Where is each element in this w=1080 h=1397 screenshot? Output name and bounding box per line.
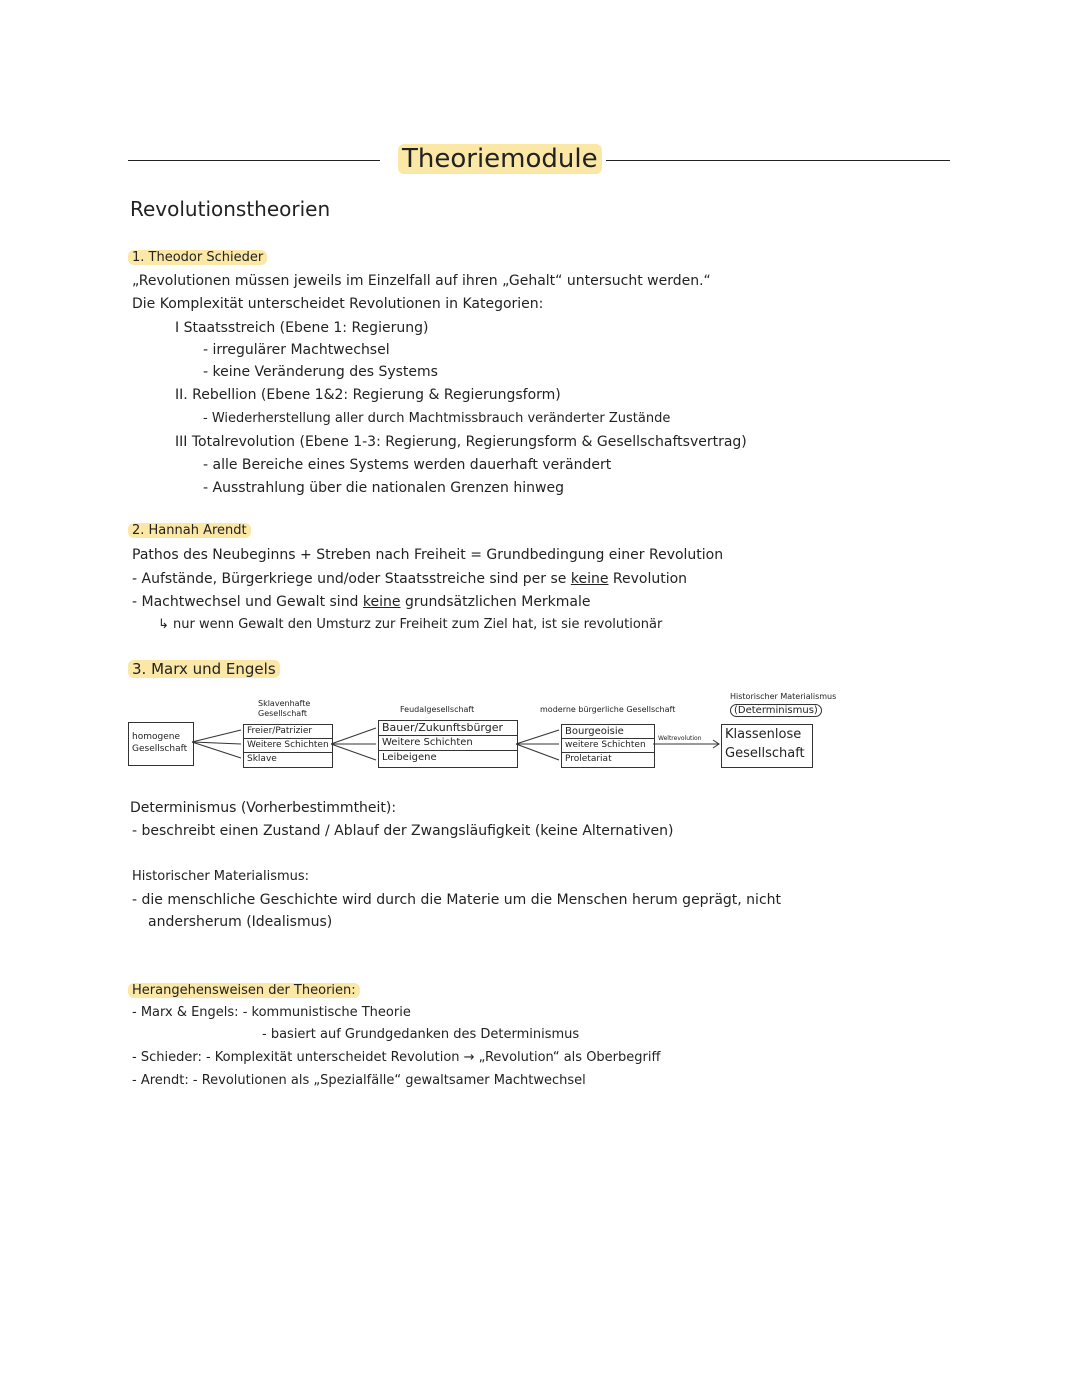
bourgeois-society-box	[561, 724, 655, 768]
materialism-title: Historischer Materialismus:	[132, 869, 310, 884]
homogeneous-society-box	[128, 722, 194, 766]
section-title: Revolutionstheorien	[130, 197, 331, 221]
level-1-point: - keine Veränderung des Systems	[203, 364, 438, 380]
arendt-line-3-start: - Machtwechsel und Gewalt sind	[132, 594, 363, 610]
level-3-title: III Totalrevolution (Ebene 1-3: Regierung, Regierungsform & Gesellschaftsvertrag)	[175, 434, 747, 450]
arendt-line-1: Pathos des Neubeginns + Streben nach Freiheit = Grundbedingung einer Revolution	[132, 547, 724, 563]
approaches-title: Herangehensweisen der Theorien:	[128, 983, 360, 998]
feudal-society-row: Leibeigene	[379, 750, 517, 765]
bourgeois-society-row: Bourgeoisie	[565, 726, 624, 737]
slave-society-row: Sklave	[244, 752, 332, 766]
arendt-line-3	[132, 594, 591, 610]
level-2-title: II. Rebellion (Ebene 1&2: Regierung & Regierungsform)	[175, 387, 561, 403]
classless-society-row: Klassenlose	[725, 727, 802, 742]
homogeneous-label: Gesellschaft	[132, 744, 188, 754]
level-2-point: - Wiederherstellung aller durch Machtmissbrauch veränderter Zustände	[203, 411, 671, 426]
bourgeois-society-label: moderne bürgerliche Gesellschaft	[540, 705, 676, 714]
arendt-line-3-end: grundsätzlichen Merkmale	[400, 594, 591, 610]
feudal-society-row: Bauer/Zukunftsbürger	[382, 721, 504, 734]
arendt-keine-emphasis: keine	[362, 594, 401, 610]
classless-society-box	[721, 724, 813, 768]
classless-society-label: Historischer Materialismus	[730, 692, 837, 701]
slave-society-label: Sklavenhafte	[258, 699, 311, 708]
approaches-line: - Arendt: - Revolutionen als „Spezialfälle“ gewaltsamer Machtwechsel	[132, 1073, 586, 1088]
header-rule-right	[606, 160, 950, 161]
approaches-line: - basiert auf Grundgedanken des Determinismus	[262, 1027, 580, 1042]
feudal-society-box	[378, 720, 518, 768]
slave-society-row: Freier/Patrizier	[247, 726, 313, 736]
world-revolution-label: Weltrevolution	[658, 735, 702, 742]
page-title: Theoriemodule	[398, 144, 602, 174]
slave-society-box	[243, 724, 333, 768]
slave-society-row: Weitere Schichten	[244, 738, 332, 752]
arendt-heading: 2. Hannah Arendt	[128, 523, 251, 538]
determinism-title: Determinismus (Vorherbestimmtheit):	[130, 800, 397, 816]
classless-society-label: (Determinismus)	[730, 704, 822, 717]
materialism-line-1: - die menschliche Geschichte wird durch die Materie um die Menschen herum geprägt, nicht	[132, 892, 781, 908]
marx-heading: 3. Marx und Engels	[128, 660, 280, 678]
feudal-society-label: Feudalgesellschaft	[400, 705, 475, 714]
feudal-society-row: Weitere Schichten	[379, 735, 517, 750]
schieder-intro: Die Komplexität unterscheidet Revolutionen in Kategorien:	[132, 296, 544, 312]
level-1-point: - irregulärer Machtwechsel	[203, 342, 390, 358]
materialism-line-2: andersherum (Idealismus)	[148, 914, 333, 930]
arendt-line-2-start: - Aufstände, Bürgerkriege und/oder Staatsstreiche sind per se	[132, 571, 571, 587]
classless-society-row: Gesellschaft	[725, 746, 805, 761]
bourgeois-society-row: weitere Schichten	[562, 738, 654, 752]
arendt-line-2	[132, 571, 687, 587]
arendt-line-4: ↳ nur wenn Gewalt den Umsturz zur Freiheit zum Ziel hat, ist sie revolutionär	[158, 617, 663, 632]
level-3-point: - alle Bereiche eines Systems werden dauerhaft verändert	[203, 457, 612, 473]
approaches-line: - Marx & Engels: - kommunistische Theorie	[132, 1005, 411, 1020]
homogeneous-label: homogene	[132, 732, 180, 742]
approaches-line: - Schieder: - Komplexität unterscheidet Revolution → „Revolution“ als Oberbegriff	[132, 1050, 661, 1065]
arendt-line-2-end: Revolution	[608, 571, 688, 587]
arendt-keine-emphasis: keine	[570, 571, 609, 587]
schieder-quote: „Revolutionen müssen jeweils im Einzelfall auf ihren „Gehalt“ untersucht werden.“	[132, 273, 711, 289]
level-3-point: - Ausstrahlung über die nationalen Grenzen hinweg	[203, 480, 564, 496]
header-rule-left	[128, 160, 380, 161]
level-1-title: I Staatsstreich (Ebene 1: Regierung)	[175, 320, 429, 336]
schieder-heading: 1. Theodor Schieder	[128, 250, 267, 265]
determinism-text: - beschreibt einen Zustand / Ablauf der Zwangsläufigkeit (keine Alternativen)	[132, 823, 674, 839]
slave-society-label: Gesellschaft	[258, 709, 308, 718]
bourgeois-society-row: Proletariat	[562, 752, 654, 766]
